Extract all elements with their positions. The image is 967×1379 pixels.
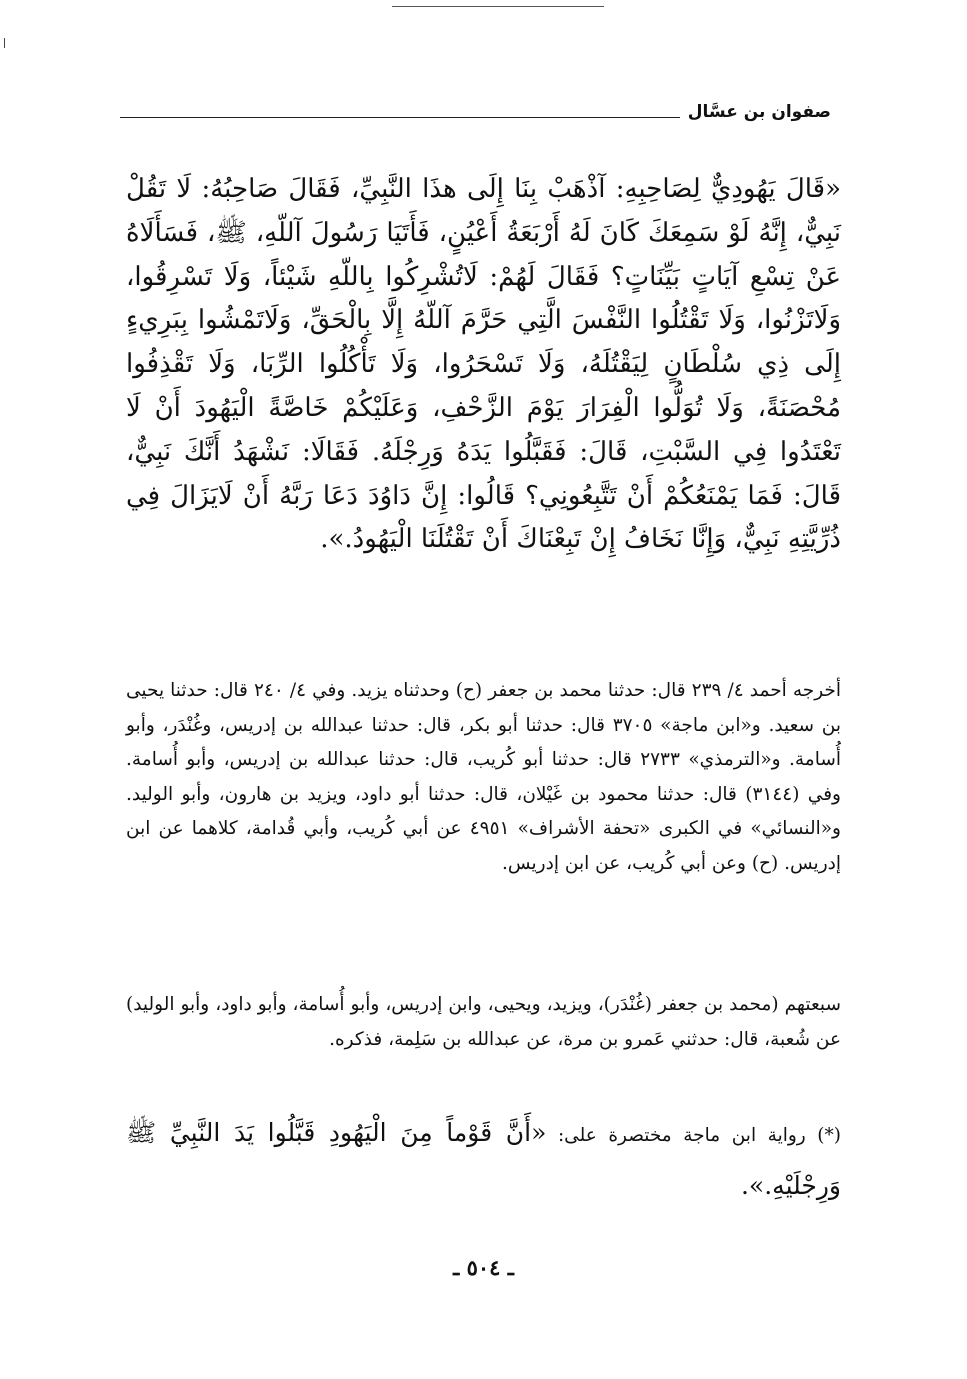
header-rule (120, 117, 680, 118)
header-title: صفوان بن عسَّال (687, 102, 831, 122)
footnote-label: (*) رواية ابن ماجة مختصرة على: (557, 1125, 841, 1146)
footnote-quote: «أَنَّ قَوْماً مِنَ الْيَهُودِ قَبَّلُوا يَدَ النَّبِيِّ ﷺ وَرِجْلَيْهِ.». (126, 1118, 841, 1200)
top-rule (392, 6, 604, 7)
sources-paragraph: سبعتهم (محمد بن جعفر (غُنْدَر)، ويزيد، ويحيى، وابن إدريس، وأبو أُسامة، وأبو داود، وأبو الوليد) عن شُعبة، قال: حدثني عَمرو بن مرة، عن عبدالله بن سَلِمة، فذكره. (126, 994, 841, 1050)
takhrij-paragraph: أخرجه أحمد ٤/ ٢٣٩ قال: حدثنا محمد بن جعفر (ح) وحدثناه يزيد. وفي ٤/ ٢٤٠ قال: حدثنا يحيى بن سعيد. و«ابن ماجة» ٣٧٠٥ قال: حدثنا أبو بكر، قال: حدثنا عبدالله بن إدريس، وغُنْدَر، وأبو أُسامة. و«الترمذي» ٢٧٣٣ قال: حدثنا أبو كُريب، قال: حدثنا عبدالله بن إدريس، وأبو أُسامة. وفي (٣١٤٤) قال: حدثنا محمود بن غَيْلان، قال: حدثنا أبو داود، ويزيد بن هارون، وأبو الوليد. و«النسائي» في الكبرى «تحفة الأشراف» ٤٩٥١ عن أبي كُريب، وأبي قُدامة، كلاهما عن ابن إدريس. (ح) وعن أبي كُريب، عن ابن إدريس. (126, 680, 842, 874)
margin-mark (4, 38, 5, 48)
running-header (120, 92, 831, 132)
hadith-text: «قَالَ يَهُودِيٌّ لِصَاحِبِهِ: آذْهَبْ بِنَا إِلَى هذَا النَّبِيِّ، فَقَالَ صَاحِبُهُ: لَا تَقُلْ نَبِيٌّ، إِنَّهُ لَوْ سَمِعَكَ كَانَ لَهُ أَرْبَعَةُ أَعْيُنٍ، فَأَتَيَا رَسُولَ آللّهِ، ﷺ، فَسَأَلَاهُ عَنْ تِسْعِ آيَاتٍ بَيِّنَاتٍ؟ فَقَالَ لَهُمْ: لَاتُشْرِكُوا بِاللّهِ شَيْئاً، وَلَا تَسْرِقُوا، وَلَاتَزْنُوا، وَلَا تَقْتُلُوا النَّفْسَ الَّتِي حَرَّمَ آللّهُ إِلَّا بِالْحَقِّ، وَلَاتَمْشُوا بِبَرِيءٍ إِلَى ذِي سُلْطَانٍ لِيَقْتُلَهُ، وَلَا تَسْحَرُوا، وَلَا تَأْكُلُوا الرِّبَا، وَلَا تَقْذِفُوا مُحْصَنَةً، وَلَا تُوَلُّوا الْفِرَارَ يَوْمَ الزَّحْفِ، وَعَلَيْكُمْ خَاصَّةً الْيَهُودَ أَنْ لَا تَعْتَدُوا فِي السَّبْتِ، قَالَ: فَقَبَّلُوا يَدَهُ وَرِجْلَهُ. فَقَالَا: نَشْهَدُ أَنَّكَ نَبِيٌّ، قَالَ: فَمَا يَمْنَعُكُمْ أَنْ تَتَّبِعُونِي؟ قَالُوا: إِنَّ دَاوُدَ دَعَا رَبَّهُ أَنْ لَايَزَالَ فِي ذُرِّيَّتِهِ نَبِيٌّ، وَإِنَّا نَخَافُ إِنْ تَبِعْنَاكَ أَنْ تَقْتُلَنَا الْيَهُودُ.». (126, 174, 841, 555)
page-number: ـ ٥٠٤ ـ (453, 1255, 514, 1280)
footnote (126, 1108, 841, 1214)
